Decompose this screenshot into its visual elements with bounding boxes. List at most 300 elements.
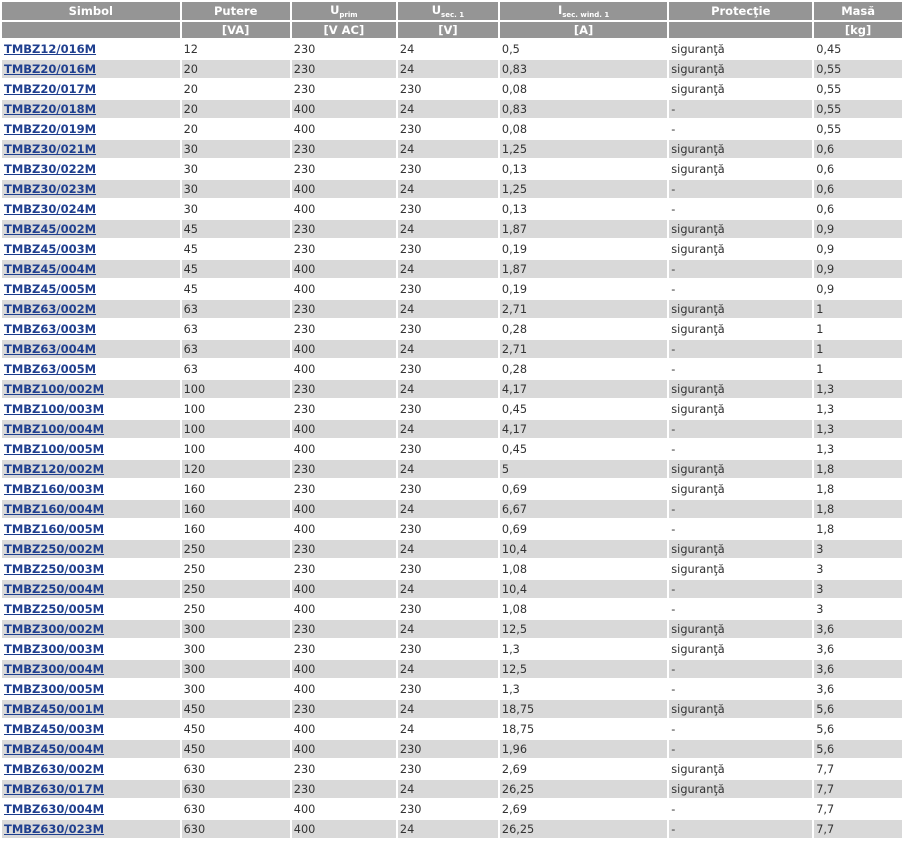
- cell-protectie: -: [669, 600, 812, 618]
- cell-uprim: 230: [292, 640, 396, 658]
- cell-usec: 230: [398, 680, 498, 698]
- cell-putere: 250: [182, 560, 290, 578]
- cell-simbol: [2, 680, 180, 698]
- product-link[interactable]: TMBZ30/024M: [4, 202, 97, 216]
- product-link[interactable]: TMBZ100/003M: [4, 402, 105, 416]
- cell-putere: 12: [182, 40, 290, 58]
- cell-uprim: 230: [292, 760, 396, 778]
- table-row: [2, 260, 902, 278]
- cell-isec: 0,45: [500, 440, 667, 458]
- cell-simbol: [2, 320, 180, 338]
- cell-simbol: [2, 240, 180, 258]
- table-row: [2, 240, 902, 258]
- cell-simbol: [2, 340, 180, 358]
- table-row: [2, 560, 902, 578]
- cell-putere: 45: [182, 220, 290, 238]
- cell-protectie: -: [669, 340, 812, 358]
- cell-uprim: 230: [292, 540, 396, 558]
- unit-isec: [A]: [500, 22, 667, 38]
- cell-putere: 160: [182, 520, 290, 538]
- cell-masa: 0,6: [814, 200, 902, 218]
- cell-usec: 230: [398, 120, 498, 138]
- cell-protectie: -: [669, 100, 812, 118]
- cell-protectie: siguranţă: [669, 640, 812, 658]
- cell-putere: 45: [182, 280, 290, 298]
- cell-uprim: 400: [292, 280, 396, 298]
- product-link[interactable]: TMBZ160/004M: [4, 502, 105, 516]
- cell-isec: 0,08: [500, 120, 667, 138]
- product-link[interactable]: TMBZ45/004M: [4, 262, 97, 276]
- table-row: [2, 180, 902, 198]
- cell-uprim: 230: [292, 700, 396, 718]
- cell-isec: 1,87: [500, 260, 667, 278]
- cell-isec: 0,69: [500, 520, 667, 538]
- cell-isec: 0,13: [500, 160, 667, 178]
- cell-putere: 250: [182, 580, 290, 598]
- cell-usec: 24: [398, 420, 498, 438]
- cell-putere: 630: [182, 800, 290, 818]
- cell-simbol: [2, 100, 180, 118]
- table-row: [2, 460, 902, 478]
- cell-simbol: [2, 720, 180, 738]
- cell-putere: 160: [182, 480, 290, 498]
- cell-protectie: -: [669, 800, 812, 818]
- cell-putere: 100: [182, 440, 290, 458]
- cell-uprim: 230: [292, 400, 396, 418]
- table-row: [2, 380, 902, 398]
- cell-isec: 0,28: [500, 320, 667, 338]
- table-row: [2, 620, 902, 638]
- table-row: [2, 580, 902, 598]
- product-link[interactable]: TMBZ100/002M: [4, 382, 105, 396]
- cell-isec: 1,25: [500, 180, 667, 198]
- product-link[interactable]: TMBZ300/002M: [4, 622, 105, 636]
- cell-usec: 230: [398, 760, 498, 778]
- table-row: [2, 80, 902, 98]
- cell-masa: 0,6: [814, 160, 902, 178]
- product-link[interactable]: TMBZ30/021M: [4, 142, 97, 156]
- cell-masa: 0,6: [814, 140, 902, 158]
- cell-isec: 18,75: [500, 720, 667, 738]
- product-link[interactable]: TMBZ630/004M: [4, 802, 105, 816]
- cell-putere: 63: [182, 360, 290, 378]
- product-link[interactable]: TMBZ300/003M: [4, 642, 105, 656]
- cell-protectie: -: [669, 440, 812, 458]
- cell-simbol: [2, 40, 180, 58]
- cell-protectie: siguranţă: [669, 140, 812, 158]
- cell-protectie: siguranţă: [669, 780, 812, 798]
- cell-protectie: -: [669, 520, 812, 538]
- cell-masa: 5,6: [814, 720, 902, 738]
- cell-masa: 1,8: [814, 460, 902, 478]
- cell-usec: 230: [398, 400, 498, 418]
- product-link[interactable]: TMBZ30/022M: [4, 162, 97, 176]
- cell-putere: 100: [182, 400, 290, 418]
- cell-uprim: 400: [292, 740, 396, 758]
- cell-isec: 10,4: [500, 580, 667, 598]
- cell-uprim: 400: [292, 820, 396, 838]
- product-link[interactable]: TMBZ45/005M: [4, 282, 97, 296]
- cell-usec: 24: [398, 140, 498, 158]
- cell-simbol: [2, 60, 180, 78]
- cell-masa: 1,8: [814, 480, 902, 498]
- product-link[interactable]: TMBZ63/005M: [4, 362, 97, 376]
- cell-usec: 230: [398, 200, 498, 218]
- cell-uprim: 230: [292, 480, 396, 498]
- cell-simbol: [2, 420, 180, 438]
- cell-masa: 0,55: [814, 100, 902, 118]
- table-row: [2, 760, 902, 778]
- cell-simbol: [2, 800, 180, 818]
- cell-uprim: 230: [292, 320, 396, 338]
- cell-usec: 24: [398, 660, 498, 678]
- product-link[interactable]: TMBZ630/002M: [4, 762, 105, 776]
- cell-putere: 630: [182, 780, 290, 798]
- cell-simbol: [2, 160, 180, 178]
- product-link[interactable]: TMBZ30/023M: [4, 182, 97, 196]
- product-link[interactable]: TMBZ20/017M: [4, 82, 97, 96]
- table-row: [2, 40, 902, 58]
- product-link[interactable]: TMBZ300/004M: [4, 662, 105, 676]
- table-row: [2, 60, 902, 78]
- cell-simbol: [2, 820, 180, 838]
- cell-isec: 0,19: [500, 280, 667, 298]
- cell-usec: 24: [398, 780, 498, 798]
- cell-simbol: [2, 780, 180, 798]
- product-link[interactable]: TMBZ300/005M: [4, 682, 105, 696]
- cell-masa: 7,7: [814, 820, 902, 838]
- table-row: [2, 800, 902, 818]
- cell-isec: 0,5: [500, 40, 667, 58]
- cell-usec: 24: [398, 540, 498, 558]
- product-link[interactable]: TMBZ45/002M: [4, 222, 97, 236]
- product-link[interactable]: TMBZ250/005M: [4, 602, 105, 616]
- table-row: [2, 420, 902, 438]
- header-uprim-main: U: [330, 3, 340, 17]
- cell-isec: 1,25: [500, 140, 667, 158]
- cell-masa: 3: [814, 600, 902, 618]
- cell-protectie: siguranţă: [669, 380, 812, 398]
- cell-putere: 63: [182, 300, 290, 318]
- header-isec-main: I: [557, 3, 563, 17]
- cell-putere: 30: [182, 200, 290, 218]
- cell-protectie: -: [669, 360, 812, 378]
- cell-putere: 250: [182, 540, 290, 558]
- cell-putere: 100: [182, 420, 290, 438]
- cell-usec: 24: [398, 500, 498, 518]
- cell-protectie: siguranţă: [669, 300, 812, 318]
- cell-uprim: 230: [292, 60, 396, 78]
- cell-masa: 3,6: [814, 640, 902, 658]
- cell-simbol: [2, 520, 180, 538]
- cell-usec: 230: [398, 280, 498, 298]
- product-link[interactable]: TMBZ20/019M: [4, 122, 97, 136]
- cell-protectie: -: [669, 260, 812, 278]
- cell-simbol: [2, 280, 180, 298]
- unit-usec: [V]: [398, 22, 498, 38]
- cell-masa: 0,9: [814, 240, 902, 258]
- cell-usec: 230: [398, 740, 498, 758]
- cell-simbol: [2, 580, 180, 598]
- product-link[interactable]: TMBZ160/003M: [4, 482, 105, 496]
- product-link[interactable]: TMBZ630/017M: [4, 782, 105, 796]
- cell-isec: 2,69: [500, 800, 667, 818]
- header-usec: [398, 2, 498, 20]
- product-link[interactable]: TMBZ63/003M: [4, 322, 97, 336]
- cell-masa: 0,6: [814, 180, 902, 198]
- cell-simbol: [2, 700, 180, 718]
- cell-masa: 3: [814, 560, 902, 578]
- cell-putere: 30: [182, 140, 290, 158]
- cell-simbol: [2, 620, 180, 638]
- cell-putere: 20: [182, 80, 290, 98]
- cell-isec: 2,69: [500, 760, 667, 778]
- cell-isec: 4,17: [500, 420, 667, 438]
- table-row: [2, 820, 902, 838]
- cell-usec: 230: [398, 480, 498, 498]
- cell-putere: 20: [182, 60, 290, 78]
- cell-putere: 63: [182, 340, 290, 358]
- cell-protectie: siguranţă: [669, 320, 812, 338]
- cell-putere: 450: [182, 720, 290, 738]
- product-link[interactable]: TMBZ450/003M: [4, 722, 105, 736]
- cell-protectie: -: [669, 420, 812, 438]
- table-row: [2, 500, 902, 518]
- cell-uprim: 230: [292, 380, 396, 398]
- table-row: [2, 700, 902, 718]
- product-link[interactable]: TMBZ12/016M: [4, 42, 97, 56]
- cell-usec: 230: [398, 600, 498, 618]
- cell-isec: 6,67: [500, 500, 667, 518]
- table-row: [2, 480, 902, 498]
- cell-simbol: [2, 740, 180, 758]
- cell-uprim: 230: [292, 560, 396, 578]
- table-row: [2, 780, 902, 798]
- cell-simbol: [2, 600, 180, 618]
- cell-protectie: siguranţă: [669, 220, 812, 238]
- cell-masa: 1,3: [814, 380, 902, 398]
- cell-putere: 630: [182, 820, 290, 838]
- cell-putere: 300: [182, 680, 290, 698]
- table-row: [2, 200, 902, 218]
- cell-simbol: [2, 300, 180, 318]
- product-link[interactable]: TMBZ630/023M: [4, 822, 105, 836]
- product-link[interactable]: TMBZ250/004M: [4, 582, 105, 596]
- cell-simbol: [2, 460, 180, 478]
- cell-protectie: -: [669, 740, 812, 758]
- cell-isec: 1,08: [500, 560, 667, 578]
- cell-usec: 24: [398, 60, 498, 78]
- cell-usec: 230: [398, 640, 498, 658]
- cell-protectie: siguranţă: [669, 760, 812, 778]
- table-row: [2, 600, 902, 618]
- cell-isec: 0,83: [500, 60, 667, 78]
- product-link[interactable]: TMBZ63/004M: [4, 342, 97, 356]
- cell-protectie: siguranţă: [669, 60, 812, 78]
- table-row: [2, 440, 902, 458]
- cell-masa: 1,8: [814, 520, 902, 538]
- cell-uprim: 230: [292, 240, 396, 258]
- product-link[interactable]: TMBZ250/002M: [4, 542, 105, 556]
- cell-uprim: 400: [292, 580, 396, 598]
- unit-protectie: [669, 22, 812, 38]
- cell-usec: 24: [398, 720, 498, 738]
- cell-isec: 0,83: [500, 100, 667, 118]
- cell-protectie: siguranţă: [669, 560, 812, 578]
- cell-uprim: 230: [292, 220, 396, 238]
- cell-masa: 3: [814, 580, 902, 598]
- cell-protectie: -: [669, 280, 812, 298]
- cell-isec: 0,13: [500, 200, 667, 218]
- table-row: [2, 680, 902, 698]
- cell-uprim: 400: [292, 120, 396, 138]
- cell-uprim: 400: [292, 200, 396, 218]
- cell-usec: 24: [398, 340, 498, 358]
- cell-simbol: [2, 260, 180, 278]
- cell-isec: 4,17: [500, 380, 667, 398]
- product-link[interactable]: TMBZ100/005M: [4, 442, 105, 456]
- product-link[interactable]: TMBZ450/001M: [4, 702, 105, 716]
- cell-usec: 24: [398, 180, 498, 198]
- cell-uprim: 230: [292, 460, 396, 478]
- cell-putere: 250: [182, 600, 290, 618]
- cell-usec: 230: [398, 520, 498, 538]
- cell-isec: 26,25: [500, 820, 667, 838]
- cell-simbol: [2, 660, 180, 678]
- product-link[interactable]: TMBZ20/018M: [4, 102, 97, 116]
- table-row: [2, 140, 902, 158]
- header-protectie: Protecţie: [669, 2, 812, 20]
- cell-usec: 230: [398, 440, 498, 458]
- cell-masa: 3,6: [814, 660, 902, 678]
- cell-usec: 24: [398, 460, 498, 478]
- cell-masa: 0,55: [814, 60, 902, 78]
- cell-isec: 5: [500, 460, 667, 478]
- cell-simbol: [2, 120, 180, 138]
- cell-simbol: [2, 80, 180, 98]
- cell-isec: 10,4: [500, 540, 667, 558]
- product-link[interactable]: TMBZ250/003M: [4, 562, 105, 576]
- cell-simbol: [2, 760, 180, 778]
- cell-protectie: -: [669, 820, 812, 838]
- cell-protectie: siguranţă: [669, 460, 812, 478]
- cell-uprim: 400: [292, 260, 396, 278]
- cell-protectie: -: [669, 720, 812, 738]
- table-row: [2, 540, 902, 558]
- product-link[interactable]: TMBZ20/016M: [4, 62, 97, 76]
- cell-masa: 5,6: [814, 740, 902, 758]
- cell-simbol: [2, 540, 180, 558]
- cell-simbol: [2, 640, 180, 658]
- cell-isec: 1,08: [500, 600, 667, 618]
- cell-isec: 1,96: [500, 740, 667, 758]
- header-isec: [500, 2, 667, 20]
- cell-masa: 1,8: [814, 500, 902, 518]
- header-usec-main: U: [431, 3, 442, 17]
- product-link[interactable]: TMBZ45/003M: [4, 242, 97, 256]
- cell-isec: 18,75: [500, 700, 667, 718]
- cell-masa: 3: [814, 540, 902, 558]
- table-row: [2, 320, 902, 338]
- product-link[interactable]: TMBZ100/004M: [4, 422, 105, 436]
- cell-masa: 7,7: [814, 780, 902, 798]
- cell-uprim: 400: [292, 800, 396, 818]
- cell-usec: 24: [398, 40, 498, 58]
- cell-masa: 1,3: [814, 440, 902, 458]
- cell-usec: 230: [398, 240, 498, 258]
- header-usec-sub: sec. 1: [441, 11, 465, 19]
- header-uprim: [292, 2, 396, 20]
- cell-uprim: 400: [292, 180, 396, 198]
- cell-simbol: [2, 220, 180, 238]
- header-uprim-sub: prim: [339, 11, 358, 19]
- cell-simbol: [2, 440, 180, 458]
- cell-simbol: [2, 380, 180, 398]
- cell-uprim: 230: [292, 40, 396, 58]
- cell-isec: 0,69: [500, 480, 667, 498]
- header-masa: Masă: [814, 2, 902, 20]
- cell-isec: 0,45: [500, 400, 667, 418]
- cell-protectie: -: [669, 180, 812, 198]
- table-row: [2, 360, 902, 378]
- cell-isec: 2,71: [500, 340, 667, 358]
- cell-uprim: 400: [292, 680, 396, 698]
- cell-putere: 630: [182, 760, 290, 778]
- table-row: [2, 660, 902, 678]
- cell-masa: 1,3: [814, 400, 902, 418]
- cell-masa: 0,9: [814, 220, 902, 238]
- cell-putere: 20: [182, 120, 290, 138]
- cell-uprim: 400: [292, 660, 396, 678]
- cell-putere: 30: [182, 160, 290, 178]
- table-header: [2, 2, 902, 38]
- unit-masa: [kg]: [814, 22, 902, 38]
- table-row: [2, 520, 902, 538]
- cell-protectie: -: [669, 660, 812, 678]
- product-link[interactable]: TMBZ120/002M: [4, 462, 105, 476]
- cell-masa: 0,55: [814, 120, 902, 138]
- product-link[interactable]: TMBZ450/004M: [4, 742, 105, 756]
- cell-simbol: [2, 180, 180, 198]
- cell-putere: 450: [182, 740, 290, 758]
- product-link[interactable]: TMBZ63/002M: [4, 302, 97, 316]
- cell-usec: 24: [398, 820, 498, 838]
- table-row: [2, 340, 902, 358]
- cell-masa: 3,6: [814, 620, 902, 638]
- cell-uprim: 400: [292, 440, 396, 458]
- cell-simbol: [2, 200, 180, 218]
- product-link[interactable]: TMBZ160/005M: [4, 522, 105, 536]
- cell-putere: 160: [182, 500, 290, 518]
- cell-usec: 230: [398, 800, 498, 818]
- cell-usec: 24: [398, 100, 498, 118]
- cell-isec: 26,25: [500, 780, 667, 798]
- table-row: [2, 640, 902, 658]
- unit-simbol: [2, 22, 180, 38]
- cell-simbol: [2, 480, 180, 498]
- cell-usec: 230: [398, 360, 498, 378]
- cell-putere: 45: [182, 260, 290, 278]
- cell-uprim: 230: [292, 140, 396, 158]
- cell-usec: 24: [398, 380, 498, 398]
- cell-putere: 300: [182, 620, 290, 638]
- cell-protectie: -: [669, 680, 812, 698]
- header-simbol: Simbol: [2, 2, 180, 20]
- cell-protectie: siguranţă: [669, 540, 812, 558]
- table-row: [2, 280, 902, 298]
- cell-usec: 24: [398, 300, 498, 318]
- cell-uprim: 230: [292, 300, 396, 318]
